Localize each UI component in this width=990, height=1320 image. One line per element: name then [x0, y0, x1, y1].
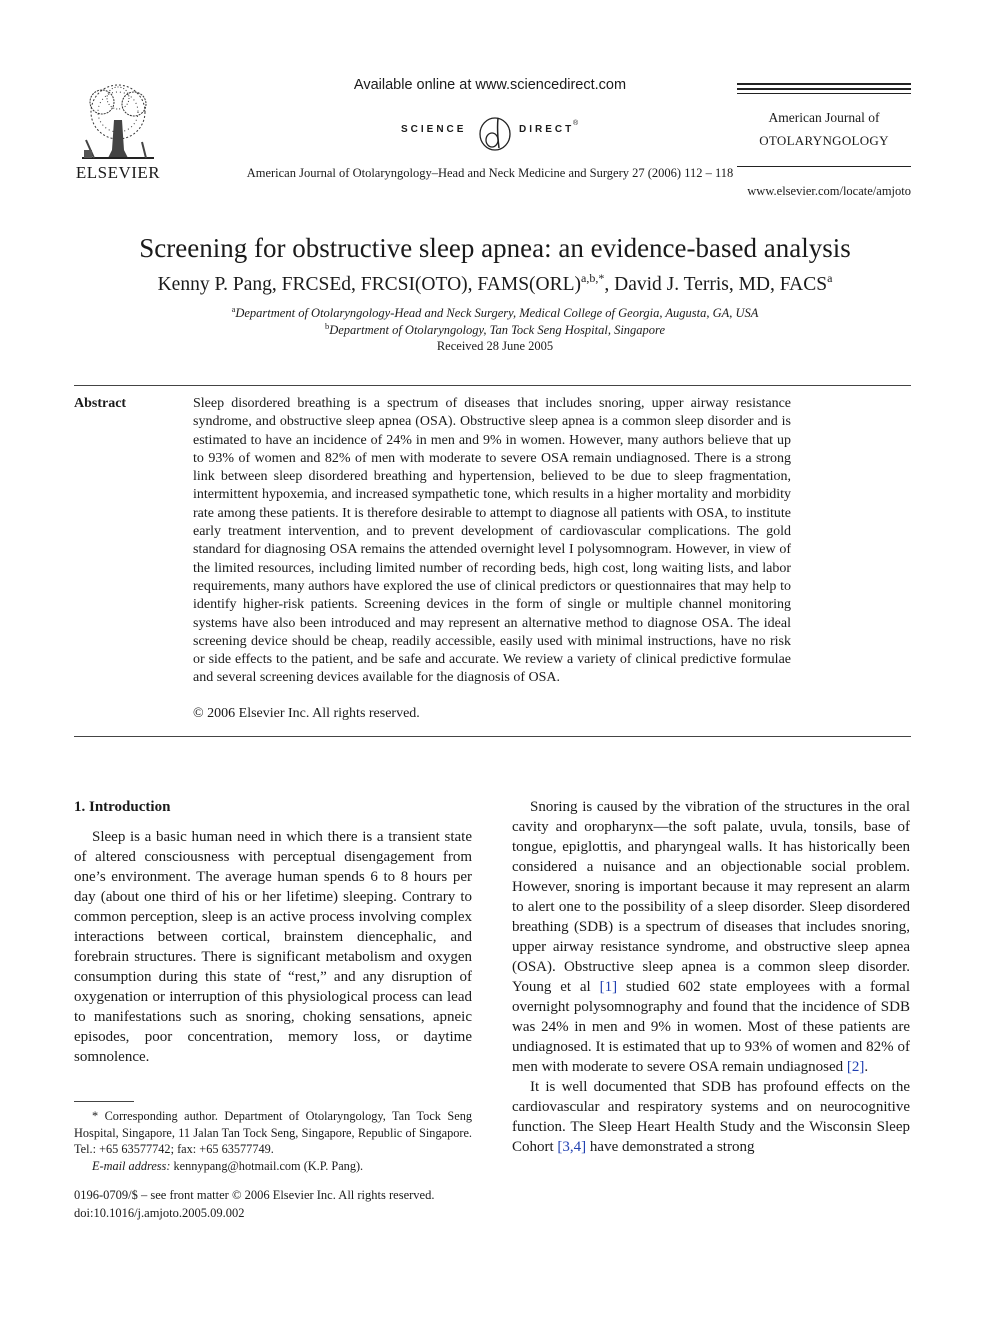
author-list — [60, 271, 930, 296]
publisher-name: ELSEVIER — [75, 163, 161, 182]
corresponding-author-footnote — [74, 1108, 472, 1174]
snoring-paragraph — [512, 797, 910, 1077]
sdb-text-1: It is well documented that SDB has profound effects on the cardiovascular and respiratory systems and on neurocognitive function. The Sleep Heart Health Study and the Wisconsin Sleep Cohort — [512, 1079, 910, 1155]
affiliation-a-mark: a — [231, 304, 236, 314]
issn-block — [74, 1187, 494, 1222]
sciencedirect-logo — [395, 110, 595, 154]
author-1-affil-marks: a,b,* — [581, 271, 605, 285]
abstract-bottom-rule — [74, 736, 911, 737]
sd-right-text: DIRECT — [519, 124, 575, 135]
available-online-text: Available online at www.sciencedirect.com — [353, 77, 627, 93]
left-column — [74, 797, 472, 1067]
reference-link-2[interactable]: [2] — [846, 1059, 865, 1075]
reference-link-3-4[interactable]: [3,4] — [557, 1139, 587, 1155]
affiliation-b-text: Department of Otolaryngology, Tan Tock Seng Hospital, Singapore — [329, 323, 665, 337]
author-separator: , — [604, 274, 615, 295]
doi-line[interactable]: doi:10.1016/j.amjoto.2005.09.002 — [74, 1205, 245, 1220]
snoring-text-3: . — [864, 1059, 869, 1075]
abstract-copyright: © 2006 Elsevier Inc. All rights reserved. — [193, 706, 420, 721]
received-date: Received 28 June 2005 — [436, 339, 554, 353]
journal-url[interactable]: www.elsevier.com/locate/amjoto — [747, 184, 911, 198]
email-label: E-mail address: — [92, 1158, 171, 1173]
right-column — [512, 797, 910, 1157]
sd-d-icon — [475, 110, 515, 154]
author-2: David J. Terris, MD, FACS — [614, 274, 828, 295]
abstract-top-rule — [74, 385, 911, 386]
affiliation-a — [60, 304, 930, 321]
abstract-label: Abstract — [74, 396, 127, 411]
email-address[interactable]: kennypang@hotmail.com (K.P. Pang). — [170, 1158, 364, 1173]
sd-registered-mark: ® — [573, 120, 579, 127]
affiliation-a-text: Department of Otolaryngology-Head and Neck Surgery, Medical College of Georgia, Augusta, GA, USA — [235, 306, 759, 320]
affiliation-b-mark: b — [324, 321, 330, 331]
journal-citation: American Journal of Otolaryngology–Head and Neck Medicine and Surgery 27 (2006) 112 – 118 — [246, 166, 734, 180]
corresponding-text: * Corresponding author. Department of Otolaryngology, Tan Tock Seng Hospital, Singapore, 11 Jalan Tan Tock Seng, Singapore, Republic of Singapore. Tel.: +65 63577742; fax: +65 63577749. — [74, 1109, 472, 1156]
author-2-affil-marks: a — [827, 271, 833, 285]
article-title: Screening for obstructive sleep apnea: an evidence-based analysis — [139, 233, 851, 263]
intro-paragraph: Sleep is a basic human need in which there is a transient state of altered consciousness with perceptual disengagement from one’s environment. The average human spends 6 to 8 hours per day (about one third of his or her lifetime) sleeping. Contrary to common perception, sleep is an active process involving complex interactions between cortical, brainstem diencephalic, and forebrain structures. There is significant metabolism and oxygen consumption during this state of “rest,” and any disruption of oxygenation or interruption of this physiological process can lead to manifestations such as snoring, choking sensations, apneic episodes, poor concentration, memory loss, or daytime somnolence. — [74, 829, 472, 1065]
sdb-paragraph — [512, 1077, 910, 1157]
journal-name-line2: OTOLARYNGOLOGY — [759, 133, 889, 148]
abstract-text: Sleep disordered breathing is a spectrum of diseases that includes snoring, upper airway resistance syndrome, and obstructive sleep apnea (OSA). Obstructive sleep apnea is a common sleep disorder and is estimated to have an incidence of 24% in men and 9% in women. However, many authors believe that up to 93% of women and 82% of men with moderate to severe OSA remain undiagnosed. There is a strong link between sleep disordered breathing and hypertension, believed to be due to sleep fragmentation, intermittent hypoxemia, and increased sympathetic tone, which results in a higher mortality and morbidity rate among these patients. It is therefore desirable to attempt to diagnose all patients with OSA, to institute early treatment intervention, and to prevent development of cardiovascular complications. The gold standard for diagnosing OSA remains the attended overnight level I polysomnogram. However, in view of the limited resources, including limited number of recording beds, high cost, long waiting lists, and labor requirements, many authors have explored the use of clinical predictors or questionnaires that may help to identify higher-risk patients. Screening devices in the form of single or multiple channel monitoring systems have also been introduced and may represent an alternative method to diagnose OSA. The ideal screening device should be cheap, readily accessible, easily used with minimal instructions, have no risk or side effects to the patient, and be safe and accurate. We review a variety of clinical predictive formulae and several screening devices available for the diagnosis of OSA. — [193, 396, 791, 686]
sd-left-text: SCIENCE — [401, 124, 467, 135]
author-1: Kenny P. Pang, FRCSEd, FRCSI(OTO), FAMS(ORL) — [157, 274, 582, 295]
reference-link-1[interactable]: [1] — [599, 979, 618, 995]
issn-line: 0196-0709/$ – see front matter © 2006 Elsevier Inc. All rights reserved. — [74, 1188, 435, 1202]
journal-name-line1: American Journal of — [768, 110, 880, 125]
footnote-rule — [74, 1101, 134, 1102]
snoring-text-2: studied 602 state employees with a formal overnight polysomnography and found that the incidence of SDB was 24% in men and 9% in women. Most of these patients are undiagnosed. It is estimated that up to 93% of women and 82% of men with moderate to severe OSA remain undiagnosed — [512, 979, 910, 1075]
journal-masthead — [737, 80, 911, 168]
section-heading: 1. Introduction — [74, 799, 171, 815]
affiliation-b — [60, 321, 930, 338]
email-line — [74, 1158, 472, 1175]
sdb-text-2: have demonstrated a strong — [586, 1139, 755, 1155]
snoring-text-1: Snoring is caused by the vibration of the structures in the oral cavity and oropharynx—the soft palate, uvula, tonsils, base of tongue, epiglottis, and pharyngeal walls. It has historically been considered a nuisance and an objectionable social problem. However, snoring is important because it may represent an alarm to alert one to the possibility of a sleep disorder. Sleep disordered breathing (SDB) is a spectrum of diseases that includes snoring, upper airway resistance syndrome, and obstructive sleep apnea (OSA). Obstructive sleep apnea is a common sleep disorder. Young et al — [512, 799, 910, 995]
